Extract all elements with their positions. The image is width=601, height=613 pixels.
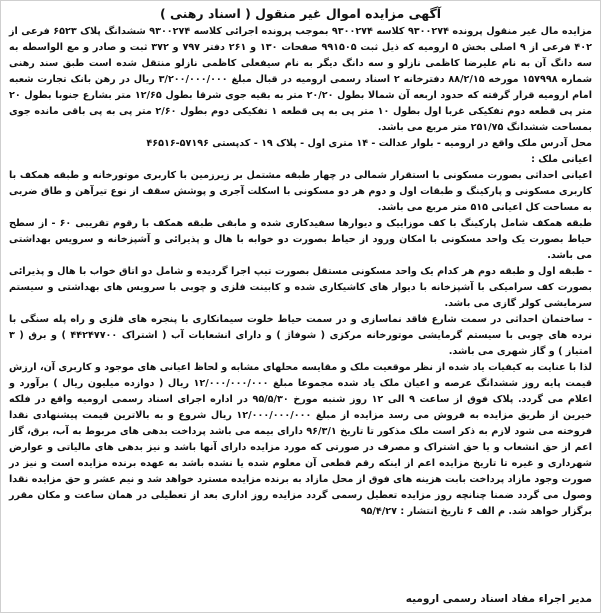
case-paragraph: مزایده مال غیر منقول پرونده ۹۳۰۰۲۷۴ کلاسه ۹۳۰۰۲۷۴ بموجب پرونده اجرائی کلاسه ۹۳۰۰۲۷۴ ششدانگ پلاک ۶۵۲۳ فرعی از ۴۰۲ فرعی از ۹ اصلی بخش ۵ ارومیه که ذیل ثبت ۹۹۱۵۰۵ صفحات ۱۳۰ و ۲۶۱ دفتر ۷۹۷ و ۳۷۲ ثبت و صادر و مع الواسطه به سه دانگ آن به نام علیرضا کاظمی نازلو و سه دانگ دیگر به نام سیفعلی کاظمی نازلو منتقل شده است طبق سند رهنی شماره ۱۵۷۹۹۸ مورخه ۸۸/۲/۱۵ دفترخانه ۲ اسناد رسمی ارومیه در قبال مبلغ ۳/۲۰۰/۰۰۰/۰۰۰ ریال در رهن بانک تجارت شعبه امام ارومیه قرار گرفته که حدود اربعه آن شمالا بطول ۲۰/۲۰ متر به بقیه جوی شرقا بطول ۱۲/۶۵ متر بشارع جنوبا بطول ۲۰ متر پی قطعه دوم تفکیکی غربا اول بطول ۱۰ متر پی به پی قطعه ۱ تفکیکی دوم بطول ۲/۶۰ متر پی به پی باقی مانده جوی بمساحت ششدانگ ۲۵۱/۷۵ متر مربع می باشد. (9, 26, 593, 133)
property-address: محل آدرس ملک واقع در ارومیه - بلوار عدالت - ۱۴ متری اول - پلاک ۱۹ - کدپستی ۵۷۱۹۶-۴۶۵۱۶ (146, 138, 592, 149)
building-description: اعیانی احداثی بصورت مسکونی با استقرار شمالی در چهار طبقه مشتمل بر زیرزمین با کاربری موتورخانه و طبقه همکف با کاربری مسکونی و پارکینگ و طبقات اول و دوم هر دو مسکونی با اسکلت آجری و پوشش سقف از نوع تیرآهن و طاق ضربی به مساحت کل اعیانی ۵۱۵ متر مربع می باشد. (9, 170, 592, 213)
facilities-description: - ساختمان احداثی در سمت شارع فاقد نماسازی و در سمت حیاط خلوت سیمانکاری با پنجره های فلزی و راه پله سنگی با نرده های چوبی با سیستم گرمایشی موتورخانه مرکزی ( شوفاژ ) و دارای انشعابات آب ( اشتراک ۴۴۲۴۷۷۰۰ ) و برق ( ۳ امتیاز ) و گاز شهری می باشد. (9, 314, 592, 357)
auction-terms: لذا با عنایت به کیفیات یاد شده از نظر موقعیت ملک و مقایسه محلهای مشابه و لحاظ اعیانی های موجود و کاربری آن، ارزش قیمت پایه روز ششدانگ عرصه و اعیان ملک یاد شده مجموعا مبلغ ۱۲/۰۰۰/۰۰۰/۰۰۰ ریال ( دوازده میلیون ریال ) برآورد و اعلام می گردد. پلاک فوق از ساعت ۹ الی ۱۲ روز شنبه مورخ ۹۵/۵/۳۰ در اداره اجرای اسناد رسمی ارومیه واقع در فلکه خیرین از طریق مزایده به فروش می رسد مزایده از مبلغ ۱۲/۰۰۰/۰۰۰/۰۰۰ ریال شروع و به بالاترین قیمت پیشنهادی نقدا فروخته می شود لازم به ذکر است ملک مذکور تا تاریخ ۹۶/۳/۱ دارای بیمه می باشد پرداخت بدهی های مربوط به آب، برق، گاز اعم از حق انشعاب و یا حق اشتراک و مصرف در صورتی که مورد مزایده دارای آنها باشد و نیز بدهی های مالیاتی و عوارض شهرداری و غیره تا تاریخ مزایده اعم از اینکه رقم قطعی آن معلوم شده یا نشده باشد به عهده برنده مزایده است و نیز در صورت وجود مازاد پرداخت بابت هزینه های فوق از محل مازاد به برنده مزایده مسترد خواهد شد و نیم عشر و حق مزایده نقدا وصول می گردد ضمنا چنانچه روز مزایده تعطیل رسمی گردد مزایده روز اداری بعد از تعطیلی در همان ساعت و مکان مقرر برگزار خواهد شد. م الف ۶ تاریخ انتشار : ۹۵/۴/۲۷ (9, 362, 592, 517)
buildings-heading: اعیانی ملک : (531, 154, 592, 165)
signature: مدیر اجراء مفاد اسناد رسمی ارومیه (405, 593, 592, 605)
upper-floors-description: - طبقه اول و طبقه دوم هر کدام یک واحد مسکونی مستقل بصورت تیپ اجرا گردیده و شامل دو اتاق خواب با هال و پذیرائی بصورت کف سرامیکی با آشپزخانه با دیوار های کاشیکاری شده و کابینت فلزی و چوبی با سرویس های بهداشتی و سیستم سرمایشی کولر گازی می باشد. (9, 266, 592, 309)
ground-floor-description: طبقه همکف شامل پارکینگ با کف موزاییک و دیوارها سفیدکاری شده و مابقی طبقه همکف با رقوم تقریبی ۶۰ - از سطح حیاط بصورت یک واحد مسکونی با امکان ورود از حیاط بصورت دو خوابه با هال و پذیرائی و آشپزخانه و سرویس بهداشتی می باشد. (9, 218, 592, 261)
notice-title: آگهی مزایده اموال غیر منقول ( اسناد رهنی ) (159, 6, 442, 21)
